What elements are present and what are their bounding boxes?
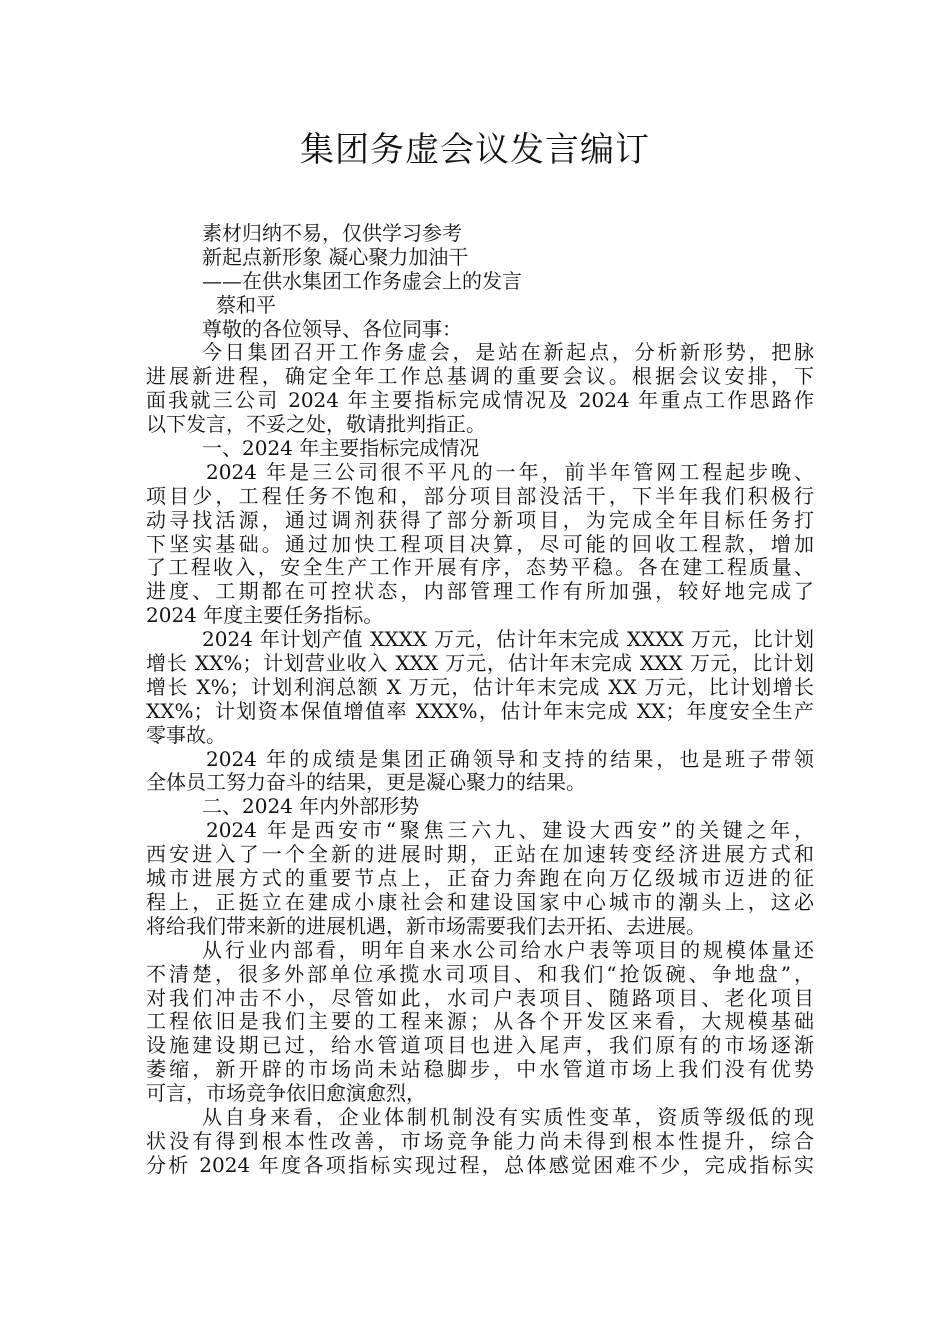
body-line: 新起点新形象 凝心聚力加油干 (202, 244, 469, 269)
body-line: 项目少，工程任务不饱和，部分项目部没活干，下半年我们积极行 (146, 483, 814, 508)
body-line: 动寻找活源，通过调剂获得了部分新项目，为完成全年目标任务打 (146, 507, 814, 532)
body-line: 分析 2024 年度各项指标实现过程，总体感觉困难不少，完成指标实 (146, 1152, 814, 1177)
body-line: 2024 年是三公司很不平凡的一年，前半年管网工程起步晚、 (206, 459, 814, 484)
body-line: 2024 年的成绩是集团正确领导和支持的结果，也是班子带领 (206, 746, 814, 771)
body-line: 今日集团召开工作务虚会，是站在新起点，分析新形势，把脉 (202, 340, 814, 365)
body-line: 可言，市场竞争依旧愈演愈烈， (146, 1081, 426, 1106)
body-line: 进展新进程，确定全年工作总基调的重要会议。根据会议安排，下 (146, 364, 814, 389)
body-line: 工程依旧是我们主要的工程来源；从各个开发区来看，大规模基础 (146, 1009, 814, 1034)
body-line: 城市进展方式的重要节点上，正奋力奔跑在向万亿级城市迈进的征 (146, 866, 814, 891)
body-line: 从行业内部看，明年自来水公司给水户表等项目的规模体量还 (202, 937, 814, 962)
body-line: 下坚实基础。通过加快工程项目决算，尽可能的回收工程款，增加 (146, 531, 814, 556)
body-line: 零事故。 (146, 722, 226, 747)
body-line: 以下发言，不妥之处，敬请批判指正。 (146, 412, 486, 437)
body-line: 从自身来看，企业体制机制没有实质性变革，资质等级低的现 (202, 1104, 814, 1129)
document-body (146, 222, 814, 1178)
body-line: 一、2024 年主要指标完成情况 (202, 436, 480, 461)
body-line: XX%；计划资本保值增值率 XXX%，估计年末完成 XX；年度安全生产 (146, 698, 814, 723)
body-line: 状没有得到根本性改善，市场竞争能力尚未得到根本性提升，综合 (146, 1128, 814, 1153)
body-line: 全体员工努力奋斗的结果，更是凝心聚力的结果。 (146, 770, 586, 795)
body-line: 尊敬的各位领导、各位同事： (202, 316, 462, 341)
body-line: 将给我们带来新的进展机遇，新市场需要我们去开拓、去进展。 (146, 913, 706, 938)
body-line: 增长 X%；计划利润总额 X 万元，估计年末完成 XX 万元，比计划增长 (146, 674, 814, 699)
body-line: 萎缩，新开辟的市场尚未站稳脚步，中水管道市场上我们没有优势 (146, 1057, 814, 1082)
document-title: 集团务虚会议发言编订 (300, 130, 650, 170)
body-line: 2024 年度主要任务指标。 (146, 603, 384, 628)
body-line: ——在供水集团工作务虚会上的发言 (202, 268, 522, 293)
body-line: 蔡和平 (216, 292, 276, 317)
body-line: 2024 年计划产值 XXXX 万元，估计年末完成 XXXX 万元，比计划 (202, 627, 814, 652)
body-line: 西安进入了一个全新的进展时期，正站在加速转变经济进展方式和 (146, 842, 814, 867)
body-line: 不清楚，很多外部单位承揽水司项目、和我们“抢饭碗、争地盘”， (146, 961, 814, 986)
body-line: 进度、工期都在可控状态，内部管理工作有所加强，较好地完成了 (146, 579, 814, 604)
body-line: 了工程收入，安全生产工作开展有序，态势平稳。各在建工程质量、 (146, 555, 814, 580)
body-line: 素材归纳不易，仅供学习参考 (202, 221, 462, 245)
body-line: 二、2024 年内外部形势 (202, 794, 420, 819)
body-line: 设施建设期已过，给水管道项目也进入尾声，我们原有的市场逐渐 (146, 1033, 814, 1058)
body-line: 2024 年是西安市“聚焦三六九、建设大西安”的关键之年， (206, 818, 814, 843)
body-line: 程上，正挺立在建成小康社会和建设国家中心城市的潮头上，这必 (146, 889, 814, 914)
body-line: 增长 XX%；计划营业收入 XXX 万元，估计年末完成 XXX 万元，比计划 (146, 651, 814, 676)
body-line: 面我就三公司 2024 年主要指标完成情况及 2024 年重点工作思路作 (146, 388, 814, 413)
body-line: 对我们冲击不小，尽管如此，水司户表项目、随路项目、老化项目 (146, 985, 814, 1010)
